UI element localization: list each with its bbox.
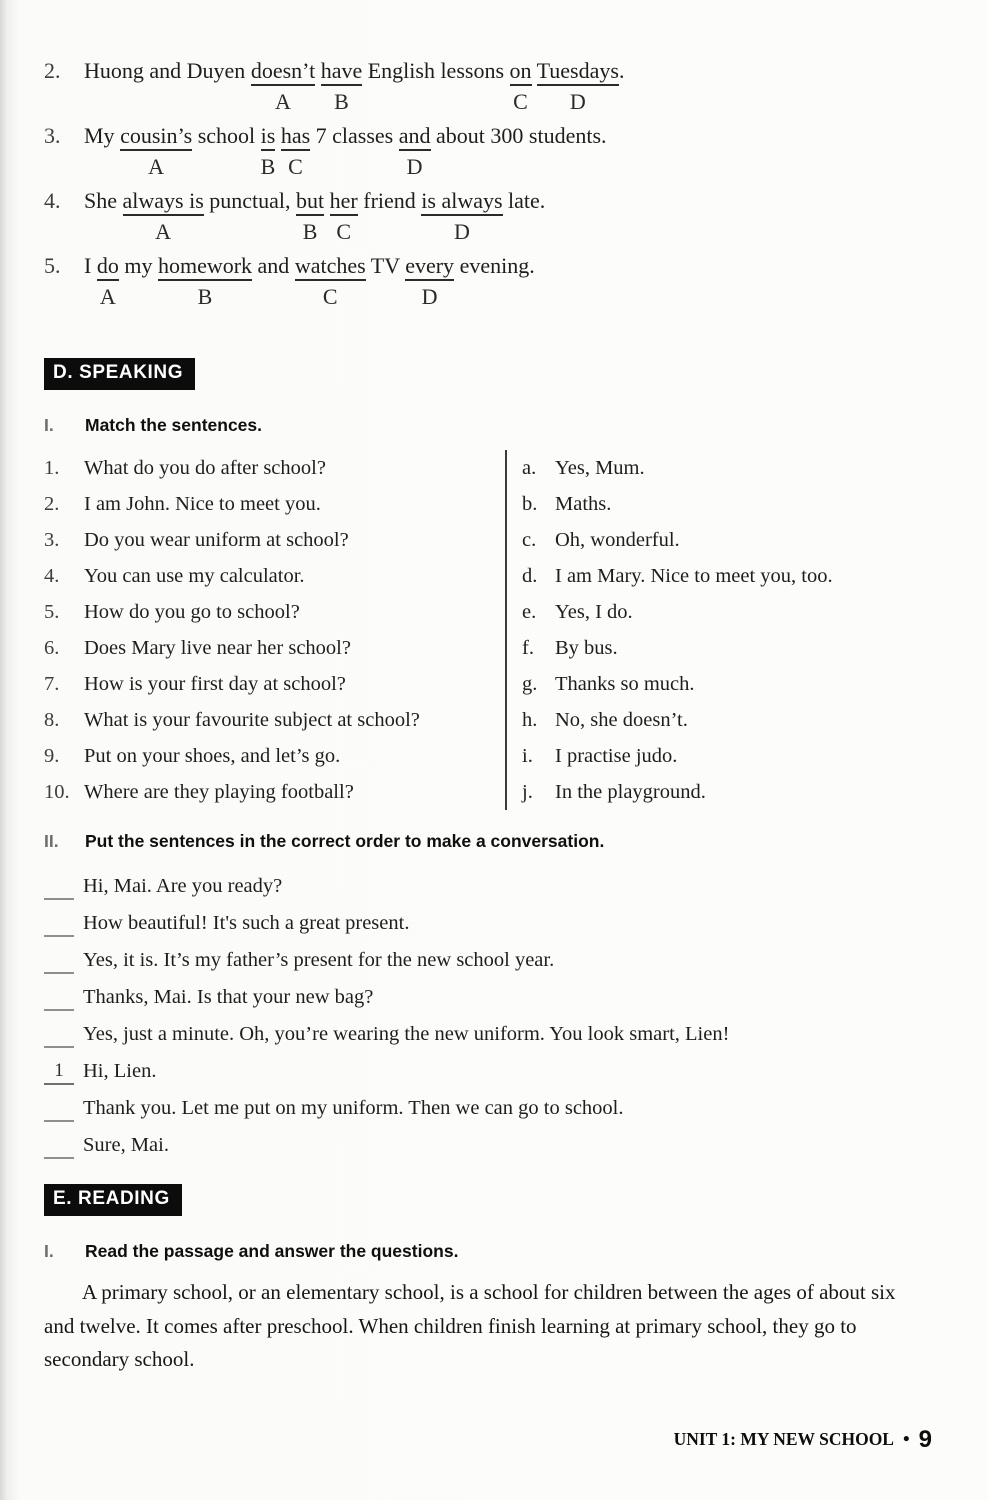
sentence-text: English lessons — [362, 58, 510, 83]
answer-option-label: D — [453, 219, 470, 244]
ordering-exercise — [44, 868, 944, 1164]
sentence-text: Huong and Duyen — [84, 58, 251, 83]
sentence — [84, 186, 944, 244]
item-number: 2. — [44, 58, 61, 83]
underlined-word: doesn’t A — [250, 58, 316, 114]
sentence-text — [275, 123, 281, 148]
match-item — [44, 450, 505, 486]
item-number: 5. — [44, 253, 61, 278]
match-item — [44, 738, 505, 774]
match-item-text: Do you wear uniform at school? — [84, 529, 349, 551]
order-item-text: Sure, Mai. — [83, 1134, 169, 1156]
match-item-text: I am Mary. Nice to meet you, too. — [555, 565, 833, 587]
sentence-text: My — [84, 123, 121, 148]
match-item-letter: b. — [522, 493, 538, 515]
matching-left-column — [44, 450, 505, 810]
match-item — [522, 450, 944, 486]
sentence-text — [315, 58, 321, 83]
answer-option-label: C — [322, 284, 338, 309]
underlined-word: is B — [260, 123, 276, 179]
match-item-letter: e. — [522, 601, 537, 623]
underlined-word: on C — [509, 58, 532, 114]
match-item-letter: j. — [522, 781, 533, 803]
match-item-text: I practise judo. — [555, 745, 678, 767]
underlined-word: homework B — [157, 253, 253, 309]
page-footer — [673, 1425, 932, 1453]
match-item — [522, 666, 944, 702]
match-item-letter: a. — [522, 457, 537, 479]
task-roman-numeral: I. — [44, 415, 54, 435]
match-item-text: Yes, Mum. — [555, 457, 645, 479]
reading-passage: A primary school, or an elementary school, is a school for children between the ages of about six and twelve. It comes after preschool. When children finish learning at primary school, they go to secondary school. — [44, 1280, 896, 1371]
order-item-text: Thank you. Let me put on my uniform. Then we can go to school. — [83, 1097, 624, 1119]
underlined-word: her C — [329, 188, 358, 244]
match-item-text: Where are they playing football? — [84, 781, 354, 803]
order-item — [44, 1016, 944, 1053]
task-roman-numeral: I. — [44, 1241, 54, 1261]
task-title: Match the sentences. — [85, 415, 262, 435]
answer-option-label: D — [406, 154, 423, 179]
answer-option-label: A — [99, 284, 116, 309]
match-item — [522, 774, 944, 810]
sentence-text: and — [252, 253, 295, 278]
match-item — [522, 486, 944, 522]
matching-right-column — [505, 450, 944, 810]
sentence-text — [324, 188, 330, 213]
answer-option-label: C — [336, 219, 352, 244]
order-item-text: How beautiful! It's such a great present. — [83, 912, 410, 934]
order-item — [44, 979, 944, 1016]
match-item-text: Thanks so much. — [555, 673, 695, 695]
match-item-text: Does Mary live near her school? — [84, 637, 351, 659]
match-item-text: No, she doesn’t. — [555, 709, 688, 731]
error-identification-item — [44, 186, 944, 251]
match-item — [44, 558, 505, 594]
answer-option-label: D — [421, 284, 438, 309]
error-identification-list — [44, 56, 944, 316]
match-item-text: In the playground. — [555, 781, 706, 803]
sentence-text: school — [192, 123, 261, 148]
order-item — [44, 1127, 944, 1164]
match-item-text: How is your first day at school? — [84, 673, 346, 695]
answer-blank[interactable] — [44, 1023, 74, 1048]
reading-section-header: E. READING — [44, 1184, 182, 1216]
sentence-text: late. — [502, 188, 546, 213]
underlined-word: have B — [320, 58, 363, 114]
reading-task-heading — [44, 1240, 944, 1262]
unit-label: UNIT 1: MY NEW SCHOOL — [673, 1429, 894, 1449]
match-item — [522, 702, 944, 738]
match-item-number: 4. — [44, 565, 60, 587]
match-item-number: 5. — [44, 601, 60, 623]
speaking-section-header: D. SPEAKING — [44, 358, 195, 390]
underlined-word: do A — [96, 253, 119, 309]
answer-option-label: A — [275, 89, 291, 114]
answer-option-label: B — [302, 219, 318, 244]
match-item-letter: g. — [522, 673, 538, 695]
order-item — [44, 868, 944, 905]
underlined-word: but B — [296, 188, 325, 244]
answer-blank[interactable] — [44, 949, 74, 974]
answer-blank[interactable] — [44, 1134, 74, 1159]
match-item-text: How do you go to school? — [84, 601, 300, 623]
error-identification-item — [44, 56, 944, 121]
match-item-letter: d. — [522, 565, 538, 587]
answer-blank[interactable] — [44, 912, 74, 937]
match-item — [44, 774, 505, 810]
item-number: 4. — [44, 188, 61, 213]
match-item-text: Put on your shoes, and let’s go. — [84, 745, 341, 767]
match-item — [522, 630, 944, 666]
error-identification-item — [44, 251, 944, 316]
answer-blank[interactable] — [44, 1097, 74, 1122]
sentence — [84, 56, 944, 114]
match-item — [522, 522, 944, 558]
answer-option-label: A — [155, 219, 172, 244]
match-item — [522, 558, 944, 594]
sentence-text: . — [618, 58, 625, 83]
order-item-text: Hi, Lien. — [83, 1060, 157, 1082]
task-title: Read the passage and answer the questions. — [85, 1241, 459, 1261]
order-item — [44, 1090, 944, 1127]
match-item-letter: c. — [522, 529, 537, 551]
match-item-number: 6. — [44, 637, 60, 659]
match-item-number: 8. — [44, 709, 60, 731]
match-item-letter: i. — [522, 745, 533, 767]
match-item-number: 7. — [44, 673, 60, 695]
answer-blank[interactable] — [44, 986, 74, 1011]
underlined-word: is always D — [421, 188, 503, 244]
sentence-text: I — [84, 253, 97, 278]
answer-option-label: C — [513, 89, 528, 114]
match-item-letter: h. — [522, 709, 538, 731]
underlined-word: always is A — [122, 188, 204, 244]
match-item — [44, 630, 505, 666]
order-item — [44, 942, 944, 979]
match-item-number: 9. — [44, 745, 60, 767]
match-item — [44, 666, 505, 702]
match-item — [522, 594, 944, 630]
answer-option-label: B — [260, 154, 276, 179]
answer-option-label: B — [334, 89, 349, 114]
answer-option-label: D — [569, 89, 586, 114]
match-item-number: 10. — [44, 781, 70, 803]
match-item — [44, 594, 505, 630]
sentence-text: friend — [357, 188, 422, 213]
match-item-text: What do you do after school? — [84, 457, 326, 479]
sentence — [84, 121, 944, 179]
sentence-text: TV — [365, 253, 406, 278]
match-item-number: 1. — [44, 457, 60, 479]
order-item-text: Yes, just a minute. Oh, you’re wearing the new uniform. You look smart, Lien! — [83, 1023, 730, 1045]
task-roman-numeral: II. — [44, 831, 59, 851]
answer-blank[interactable]: 1 — [44, 1060, 74, 1085]
match-task-heading — [44, 414, 944, 436]
item-number: 3. — [44, 123, 61, 148]
match-item-text: Oh, wonderful. — [555, 529, 680, 551]
sentence — [84, 251, 944, 309]
underlined-word: Tuesdays D — [536, 58, 619, 114]
match-item-number: 2. — [44, 493, 60, 515]
match-item-text: By bus. — [555, 637, 618, 659]
speaking-section — [44, 358, 944, 390]
sentence-text: punctual, — [203, 188, 297, 213]
sentence-text: evening. — [454, 253, 535, 278]
task-title: Put the sentences in the correct order to make a conversation. — [85, 831, 605, 851]
match-item-text: What is your favourite subject at school? — [84, 709, 420, 731]
match-item-text: Maths. — [555, 493, 612, 515]
match-item — [44, 486, 505, 522]
sentence-text: She — [84, 188, 123, 213]
underlined-word: has C — [280, 123, 311, 179]
answer-blank[interactable] — [44, 875, 74, 900]
underlined-word: and D — [398, 123, 431, 179]
match-item — [44, 702, 505, 738]
order-item — [44, 905, 944, 942]
footer-bullet: • — [902, 1429, 910, 1450]
sentence-text: about 300 students. — [430, 123, 607, 148]
order-item-text: Hi, Mai. Are you ready? — [83, 875, 283, 897]
match-item — [522, 738, 944, 774]
order-item — [44, 1053, 944, 1090]
match-item — [44, 522, 505, 558]
underlined-word: watches C — [294, 253, 366, 309]
order-item-text: Yes, it is. It’s my father’s present for the new school year. — [83, 949, 555, 971]
underlined-word: every D — [405, 253, 455, 309]
match-item-text: Yes, I do. — [555, 601, 633, 623]
underlined-word: cousin’s A — [120, 123, 193, 179]
match-item-text: I am John. Nice to meet you. — [84, 493, 321, 515]
match-item-number: 3. — [44, 529, 60, 551]
sentence-text: 7 classes — [310, 123, 399, 148]
page-number: 9 — [918, 1425, 932, 1453]
order-item-text: Thanks, Mai. Is that your new bag? — [83, 986, 374, 1008]
matching-exercise — [44, 450, 944, 810]
sentence-text: my — [118, 253, 158, 278]
match-item-letter: f. — [522, 637, 534, 659]
order-task-heading — [44, 830, 944, 852]
match-item-text: You can use my calculator. — [84, 565, 305, 587]
error-identification-item — [44, 121, 944, 186]
answer-option-label: A — [148, 154, 165, 179]
answer-option-label: C — [288, 154, 303, 179]
sentence-text — [532, 58, 537, 83]
answer-option-label: B — [197, 284, 213, 309]
reading-section — [44, 1184, 944, 1216]
